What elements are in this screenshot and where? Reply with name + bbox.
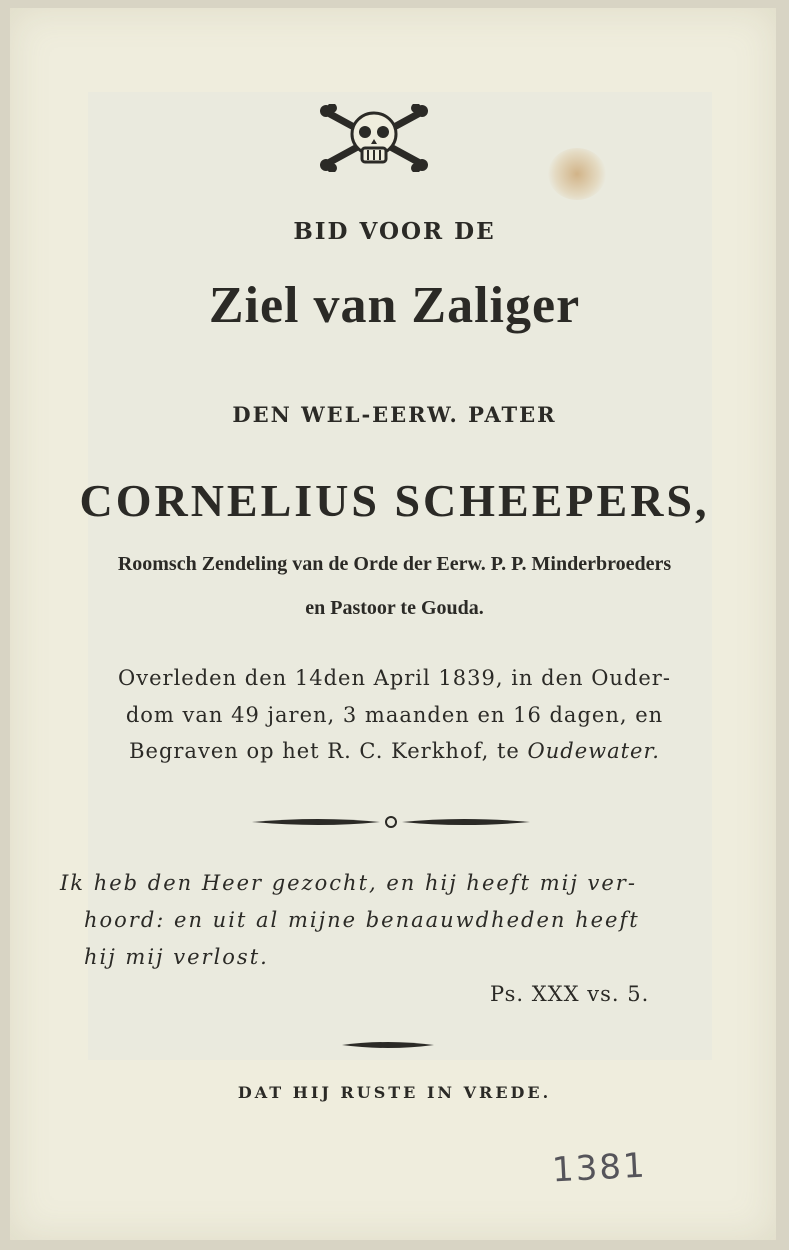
- deceased-name: CORNELIUS SCHEEPERS,: [79, 475, 710, 526]
- death-line-1: Overleden den 14den April 1839, in den Ouder-: [118, 666, 671, 690]
- psalm-reference: Ps. XXX vs. 5.: [490, 982, 650, 1006]
- burial-place: Oudewater.: [527, 739, 660, 763]
- burial-text: Begraven op het R. C. Kerkhof, te: [129, 739, 528, 763]
- death-line-3: [0, 739, 789, 763]
- quote-line-3: hij mij verlost.: [84, 945, 269, 969]
- bid-voor-de-heading: BID VOOR DE: [293, 218, 496, 245]
- rest-in-peace-footer: DAT HIJ RUSTE IN VREDE.: [237, 1083, 552, 1102]
- quote-line-1: Ik heb den Heer gezocht, en hij heeft mij ver-: [60, 871, 637, 895]
- role-line-2: en Pastoor te Gouda.: [305, 597, 484, 619]
- skull-and-crossbones-icon: [318, 104, 430, 172]
- handwritten-number: 1381: [551, 1145, 648, 1191]
- memorial-card: [10, 8, 776, 1240]
- quote-line-2: hoord: en uit al mijne benaauwdheden heeft: [84, 908, 640, 932]
- den-wel-eerw-pater-heading: DEN WEL-EERW. PATER: [232, 402, 557, 427]
- ziel-van-zaliger-title: Ziel van Zaliger: [208, 277, 581, 334]
- small-divider: [340, 1038, 436, 1052]
- ornamental-divider: [250, 812, 532, 832]
- paper-stain: [548, 148, 606, 200]
- role-line-1: Roomsch Zendeling van de Orde der Eerw. P. P. Minderbroeders: [117, 553, 672, 575]
- death-line-2: dom van 49 jaren, 3 maanden en 16 dagen, en: [125, 703, 664, 727]
